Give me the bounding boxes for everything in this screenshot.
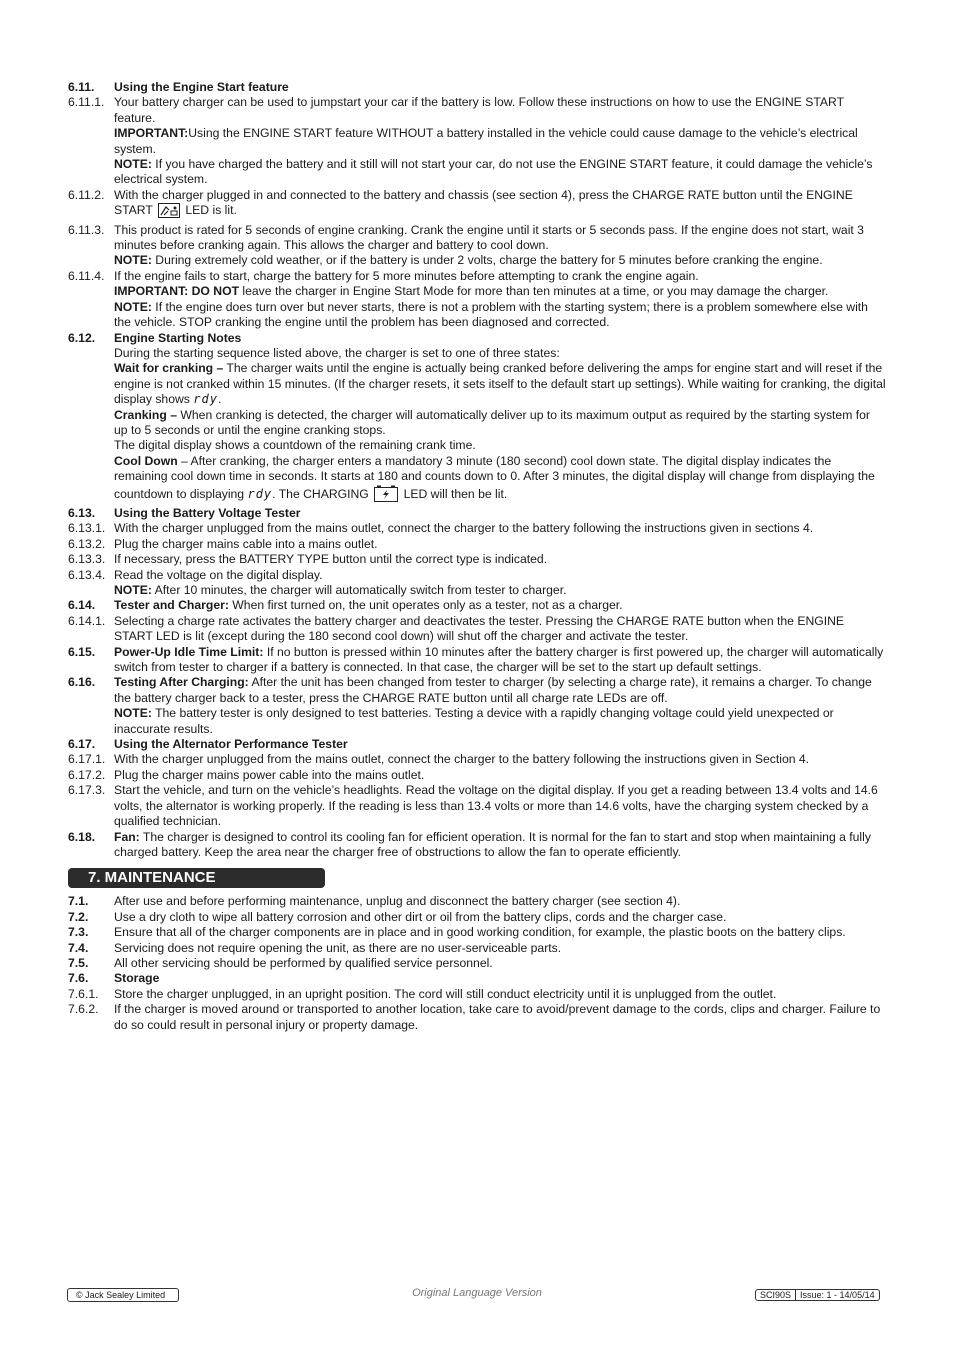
section-text	[114, 598, 886, 613]
important-note	[68, 126, 886, 157]
section-title: Using the Alternator Performance Tester	[114, 737, 348, 752]
item-number: 6.13.4.	[68, 567, 106, 582]
note	[68, 583, 886, 598]
list-item	[68, 941, 886, 956]
item-text: Plug the charger mains power cable into the mains outlet.	[114, 767, 425, 782]
item-number: 6.14.1.	[68, 613, 106, 628]
item-number: 6.17.1.	[68, 752, 106, 767]
maintenance-heading: 7. MAINTENANCE	[68, 868, 325, 888]
section-label: Power-Up Idle Time Limit:	[114, 644, 264, 659]
note-label: NOTE:	[114, 583, 152, 597]
section-heading	[68, 675, 886, 706]
rdy-display-glyph: rdy	[247, 486, 273, 501]
state-label: Cranking –	[114, 407, 177, 422]
list-item	[68, 552, 886, 567]
punctuation: .	[217, 392, 222, 407]
list-item	[68, 987, 886, 1002]
section-title: Using the Battery Voltage Tester	[114, 505, 301, 520]
state-text: . The CHARGING	[272, 486, 369, 501]
section-heading	[68, 645, 886, 676]
section-text	[114, 675, 886, 706]
paragraph	[68, 454, 886, 506]
rdy-display-glyph: rdy	[193, 392, 218, 407]
item-text: With the charger unplugged from the mains outlet, connect the charger to the battery following the instructions given in Section 4.	[114, 752, 810, 767]
section-body: After the unit has been changed from tester to charger (by selecting a charge rate), it remains a charger. To change the battery charger back to a tester, press the CHARGE RATE button until all charge rate LEDs are off.	[114, 675, 872, 705]
note	[68, 300, 886, 331]
list-item	[68, 223, 886, 254]
note-label: NOTE:	[114, 706, 152, 721]
note-text: The battery tester is only designed to test batteries. Testing a device with a rapidly changing voltage could yield unexpected or inaccurate results.	[114, 706, 834, 736]
paragraph: The digital display shows a countdown of the remaining crank time.	[114, 438, 476, 453]
item-text: All other servicing should be performed by qualified service personnel.	[114, 955, 493, 970]
item-text: After use and before performing maintenance, unplug and disconnect the battery charger (see section 4).	[114, 894, 681, 909]
item-text: Use a dry cloth to wipe all battery corrosion and other dirt or oil from the battery clips, cords and the charger case.	[114, 909, 727, 924]
list-item	[68, 269, 886, 284]
item-number: 7.6.1.	[68, 986, 99, 1001]
item-number: 6.11.3.	[68, 222, 105, 237]
charging-icon	[374, 485, 398, 506]
section-text	[114, 645, 886, 676]
item-text: With the charger unplugged from the mains outlet, connect the charger to the battery following the instructions given in sections 4.	[114, 521, 814, 536]
note-label: NOTE:	[114, 253, 152, 268]
item-number: 6.17.3.	[68, 783, 106, 798]
list-item	[68, 1002, 886, 1033]
list-item	[68, 95, 886, 126]
item-number: 7.1.	[68, 894, 89, 909]
section-label: Tester and Charger:	[114, 598, 229, 613]
important-label: IMPORTANT: DO NOT	[114, 284, 240, 299]
item-number: 7.3.	[68, 925, 89, 940]
list-item	[68, 752, 886, 767]
section-text	[114, 830, 886, 861]
section-heading	[68, 331, 886, 346]
item-number: 7.2.	[68, 909, 89, 924]
section-number: 6.18.	[68, 829, 96, 844]
section-number: 6.16.	[68, 675, 96, 690]
important-text: leave the charger in Engine Start Mode for more than ten minutes at a time, or you may damage the charger.	[239, 284, 829, 299]
list-item	[68, 614, 886, 645]
item-number: 6.13.2.	[68, 536, 106, 551]
state-text: When cranking is detected, the charger will automatically deliver up to its maximum output as required by the starting system for up to 5 seconds or until the engine cranking stops.	[114, 407, 870, 437]
issue-date: Issue: 1 - 14/05/14	[795, 1290, 879, 1300]
section-heading	[68, 830, 886, 861]
note-text: If you have charged the battery and it still will not start your car, do not use the ENGINE START feature, it could damage the vehicle’s electrical system.	[114, 157, 873, 187]
section-heading	[68, 971, 886, 986]
paragraph	[68, 408, 886, 439]
item-text	[114, 188, 886, 223]
item-number: 7.5.	[68, 955, 89, 970]
section-number: 7.6.	[68, 971, 89, 986]
item-text: If the charger is moved around or transported to another location, take care to avoid/prevent damage to the cords, clips and charger. Failure to do so could result in personal injury or property damage.	[114, 1002, 881, 1032]
note	[68, 253, 886, 268]
section-number: 6.11.	[68, 80, 95, 94]
section-heading	[68, 506, 886, 521]
list-item	[68, 956, 886, 971]
language-version: Original Language Version	[412, 1287, 542, 1299]
item-text: Servicing does not require opening the unit, as there are no user-serviceable parts.	[114, 940, 562, 955]
note	[68, 157, 886, 188]
section-body: When first turned on, the unit operates only as a tester, not as a charger.	[228, 598, 623, 613]
item-number: 7.4.	[68, 940, 89, 955]
item-text: If the engine fails to start, charge the battery for 5 more minutes before attempting to crank the engine again.	[114, 268, 699, 283]
item-number: 6.13.3.	[68, 552, 106, 567]
list-item	[68, 537, 886, 552]
item-text-part: LED is lit.	[185, 203, 237, 218]
item-text: Read the voltage on the digital display.	[114, 567, 323, 582]
item-number: 6.11.2.	[68, 187, 105, 202]
list-item	[68, 521, 886, 536]
state-text: LED will then be lit.	[403, 486, 508, 501]
section-heading	[68, 598, 886, 613]
item-number: 7.6.2.	[68, 1002, 99, 1017]
item-text: Start the vehicle, and turn on the vehicle’s headlights. Read the voltage on the digital display. If you get a reading between 13.4 volts and 14.6 volts, the alternator is working properly. If the reading is less than 13.4 volts or more than 14.6 volts, have the charging system checked by a qualified technician.	[114, 783, 878, 829]
list-item	[68, 768, 886, 783]
copyright-box: © Jack Sealey Limited	[67, 1288, 179, 1302]
note-text: During extremely cold weather, or if the battery is under 2 volts, charge the battery for 5 minutes before cranking the engine.	[151, 253, 823, 268]
section-number: 6.15.	[68, 644, 96, 659]
list-item	[68, 568, 886, 583]
state-text: – After cranking, the charger enters a mandatory 3 minute (180 second) cool down state. The digital display indicates the remaining cool down time in seconds. It starts at 180 and counts down to 0. After 3 minutes, the digital display will change from displaying the countdown to displaying	[114, 453, 875, 501]
engine-start-icon	[158, 203, 180, 222]
model-number: SCI90S	[760, 1290, 792, 1300]
section-label: Testing After Charging:	[114, 675, 249, 690]
item-number: 6.11.1.	[68, 95, 105, 110]
section-number: 6.12.	[68, 330, 96, 345]
section-number: 6.13.	[68, 505, 96, 520]
note	[68, 706, 886, 737]
section-number: 6.17.	[68, 737, 96, 752]
item-text: Selecting a charge rate activates the battery charger and deactivates the tester. Pressing the CHARGE RATE button when the ENGINE START LED is lit (except during the 180 second cool down) will shut off the charger and activate the tester.	[114, 613, 845, 644]
list-item	[68, 188, 886, 223]
important-text: Using the ENGINE START feature WITHOUT a battery installed in the vehicle could cause damage to the vehicle’s electrical system.	[114, 126, 858, 156]
item-text: Plug the charger mains cable into a mains outlet.	[114, 536, 378, 551]
section-label: Fan:	[114, 829, 140, 844]
item-number: 6.11.4.	[68, 268, 105, 283]
note-text: If the engine does turn over but never starts, there is not a problem with the starting system; there is a problem somewhere else with the vehicle. STOP cranking the engine until the problem has been diagnosed and corrected.	[114, 299, 868, 330]
item-text: Your battery charger can be used to jumpstart your car if the battery is low. Follow these instructions on how to use the ENGINE START feature.	[114, 95, 844, 125]
section-title: Using the Engine Start feature	[114, 80, 289, 94]
section-title: Engine Starting Notes	[114, 330, 242, 345]
note-label: NOTE:	[114, 157, 152, 172]
important-label: IMPORTANT:	[114, 126, 189, 141]
item-number: 6.17.2.	[68, 767, 106, 782]
item-text: This product is rated for 5 seconds of engine cranking. Crank the engine until it starts or 5 seconds pass. If the engine does not start, wait 3 minutes before cranking again. This allows the charger and battery to cool down.	[114, 222, 864, 253]
section-heading	[68, 80, 886, 95]
important-note	[68, 284, 886, 299]
item-text-part: With the charger plugged in and connected to the battery and chassis (see section 4), press the CHARGE RATE button until the ENGINE START	[114, 187, 853, 218]
state-label: Cool Down	[114, 453, 178, 468]
state-text: The charger waits until the engine is actually being cranked before delivering the amps for engine start and will reset if the engine is not cranked within 15 minutes. (If the charger resets, it sets itself to the default start up settings). While waiting for cranking, the digital display shows	[114, 361, 886, 407]
section-heading	[68, 737, 886, 752]
section-title: Storage	[114, 971, 160, 986]
section-body: If no button is pressed within 10 minutes after the battery charger is first powered up, the charger will automatically switch from tester to charger if a battery is connected. In that case, the charger will be set to the start up default settings.	[114, 644, 884, 675]
note-label: NOTE:	[114, 299, 152, 314]
list-item	[68, 894, 886, 909]
item-text: If necessary, press the BATTERY TYPE button until the correct type is indicated.	[114, 552, 548, 567]
item-number: 6.13.1.	[68, 521, 106, 536]
note-text: After 10 minutes, the charger will automatically switch from tester to charger.	[151, 583, 567, 597]
list-item	[68, 783, 886, 829]
list-item	[68, 910, 886, 925]
list-item	[68, 925, 886, 940]
item-text: Store the charger unplugged, in an upright position. The cord will still conduct electricity until it is unplugged from the outlet.	[114, 986, 777, 1001]
paragraph	[68, 361, 886, 407]
item-text: Ensure that all of the charger components are in place and in good working condition, for example, the plastic boots on the battery clips.	[114, 925, 846, 940]
paragraph: During the starting sequence listed above, the charger is set to one of three states:	[114, 345, 560, 360]
section-number: 6.14.	[68, 598, 96, 613]
model-issue-box	[755, 1289, 880, 1301]
state-label: Wait for cranking –	[114, 361, 224, 376]
document-body	[68, 80, 886, 1033]
section-body: The charger is designed to control its cooling fan for efficient operation. It is normal for the fan to start and stop when maintaining a fully charged battery. Keep the area near the charger free of obstructions to allow the fan to operate efficiently.	[114, 829, 871, 859]
